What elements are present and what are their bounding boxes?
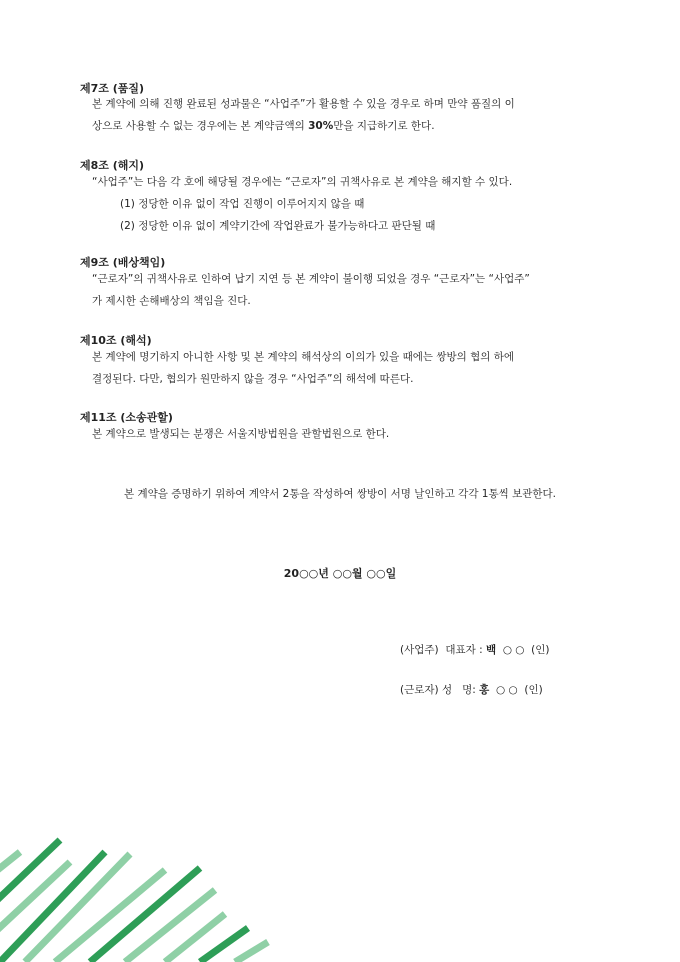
contract-date: 20○○년 ○○월 ○○일 bbox=[283, 567, 397, 580]
article-10-body bbox=[80, 346, 617, 390]
employer-name-mask: ○ ○ bbox=[502, 644, 525, 656]
employer-role: (사업주) bbox=[400, 644, 439, 656]
article-10-heading: 제10조 (해석) bbox=[80, 334, 152, 347]
article-11-line-1: 본 계약으로 발생되는 분쟁은 서울지방법원을 관할법원으로 한다. bbox=[92, 428, 390, 440]
article-8-heading: 제8조 (해지) bbox=[80, 159, 145, 172]
article-11-body bbox=[80, 423, 617, 445]
stripe-2 bbox=[0, 840, 60, 902]
article-9-line-2: 가 제시한 손해배상의 책임을 진다. bbox=[92, 295, 251, 307]
stripe-4 bbox=[0, 852, 105, 962]
article-8-item-2: (2) 정당한 이유 없이 계약기간에 작업완료가 불가능하다고 판단될 때 bbox=[120, 220, 436, 232]
worker-seal: (인) bbox=[524, 684, 543, 696]
article-8-body bbox=[80, 171, 617, 237]
article-11-heading: 제11조 (소송관할) bbox=[80, 411, 173, 424]
article-9-line-1: “근로자”의 귀책사유로 인하여 납기 지연 등 본 계약이 불이행 되었을 경우 “근로자”는 “사업주” bbox=[92, 273, 530, 285]
worker-label: 성 명: bbox=[441, 684, 476, 696]
article-10-line-1: 본 계약에 명기하지 아니한 사항 및 본 계약의 해석상의 이의가 있을 때에는 쌍방의 협의 하에 bbox=[92, 351, 515, 363]
article-8-item-1: (1) 정당한 이유 없이 작업 진행이 이루어지지 않을 때 bbox=[120, 198, 365, 210]
decorative-stripes bbox=[0, 832, 280, 962]
worker-role: (근로자) bbox=[400, 684, 439, 696]
employer-seal: (인) bbox=[531, 644, 550, 656]
stripe-1 bbox=[0, 852, 20, 872]
article-10-line-2: 결정된다. 다만, 협의가 원만하지 않을 경우 “사업주”의 해석에 따른다. bbox=[92, 373, 414, 385]
article-8-line-1: “사업주”는 다음 각 호에 해당될 경우에는 “근로자”의 귀책사유로 본 계약을 해지할 수 있다. bbox=[92, 176, 513, 188]
closing-statement: 본 계약을 증명하기 위하여 계약서 2통을 작성하여 쌍방이 서명 날인하고 각각 1통씩 보관한다. bbox=[123, 488, 557, 500]
article-7-line-1: 본 계약에 의해 진행 완료된 성과물은 “사업주”가 활용할 수 있을 경우로 하며 만약 품질의 이 bbox=[92, 98, 515, 110]
employer-label: 대표자 : bbox=[445, 644, 483, 656]
stripe-8 bbox=[125, 890, 215, 962]
employer-signature bbox=[400, 642, 550, 657]
article-9-body bbox=[80, 268, 617, 312]
stripe-11 bbox=[235, 942, 268, 962]
article-7-body bbox=[80, 93, 617, 137]
worker-signature bbox=[400, 682, 543, 697]
article-7-heading: 제7조 (품질) bbox=[80, 82, 145, 95]
employer-name: 백 bbox=[485, 644, 497, 656]
worker-name-mask: ○ ○ bbox=[496, 684, 518, 696]
worker-name: 홍 bbox=[479, 684, 490, 696]
article-7-line-2: 상으로 사용할 수 없는 경우에는 본 계약금액의 30%만을 지급하기로 한다. bbox=[92, 120, 435, 132]
article-9-heading: 제9조 (배상책임) bbox=[80, 256, 166, 269]
